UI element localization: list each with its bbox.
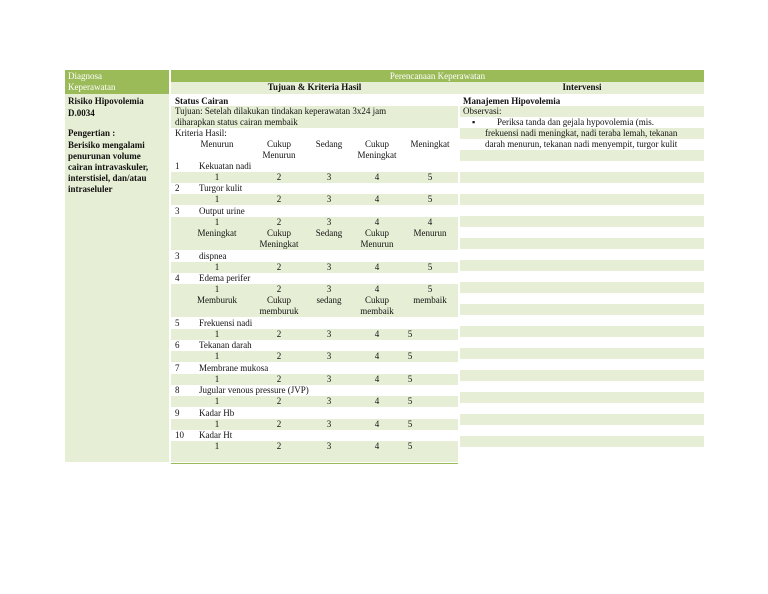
criteria-value: 5 (407, 396, 413, 406)
criteria-value: 1 (214, 172, 220, 182)
intervensi-band (460, 260, 704, 271)
criteria-value: 5 (427, 284, 433, 294)
intervensi-band (460, 392, 704, 403)
criteria-value: 3 (326, 262, 332, 272)
scale-label: Sedang (315, 228, 343, 238)
criteria-value: 4 (374, 374, 380, 384)
criteria-value: 2 (276, 351, 282, 361)
bullet-icon: ▪ (472, 117, 476, 127)
criteria-value: 2 (276, 396, 282, 406)
scale-label: Meningkat (197, 228, 237, 238)
criteria-value: 3 (326, 419, 332, 429)
criteria-number: 6 (175, 340, 180, 350)
intervensi-band (460, 238, 704, 249)
scale-label: Meningkat (410, 139, 450, 149)
criteria-value: 2 (276, 262, 282, 272)
criteria-value: 4 (374, 284, 380, 294)
scale-label: membaik (360, 306, 394, 316)
criteria-value: 2 (276, 194, 282, 204)
header-intervensi: Intervensi (562, 82, 602, 92)
pengertian-line: intraseluler (68, 184, 113, 194)
criteria-value: 5 (407, 351, 413, 361)
scale-label: Cukup (266, 228, 291, 238)
scale-label: Meningkat (357, 150, 397, 160)
scale-label: Menurun (262, 150, 296, 160)
intervensi-title: Manajemen Hipovolemia (463, 96, 561, 106)
pengertian-label: Pengertian : (68, 128, 116, 138)
criteria-value: 2 (276, 217, 282, 227)
intervensi-band (460, 150, 704, 161)
intervensi-band (460, 370, 704, 381)
intervensi-band (460, 172, 704, 183)
scale-label: Menurun (413, 228, 447, 238)
status-cairan: Status Cairan (175, 96, 229, 106)
criteria-value: 5 (427, 262, 433, 272)
scale-label: Cukup (364, 295, 389, 305)
bottom-band (171, 452, 458, 462)
scale-label: membaik (413, 295, 447, 305)
criteria-value: 2 (276, 329, 282, 339)
header-diagnosa-line2: Keperawatan (68, 82, 116, 92)
criteria-number: 2 (175, 183, 180, 193)
diagnosa-title: Risiko Hipovolemia (68, 96, 144, 106)
criteria-value: 4 (374, 262, 380, 272)
scale-label: Cukup (266, 295, 291, 305)
intervensi-band (460, 304, 704, 315)
intervensi-line: darah menurun, tekanan nadi menyempit, turgor kulit (485, 139, 678, 149)
scale-label: Memburuk (197, 295, 237, 305)
criteria-value: 3 (326, 284, 332, 294)
criteria-value: 2 (276, 441, 282, 451)
intervensi-line: frekuensi nadi meningkat, nadi teraba lemah, tekanan (485, 128, 678, 138)
criteria-label: Frekuensi nadi (199, 318, 253, 328)
observasi-label: Observasi: (463, 106, 502, 116)
criteria-value: 1 (214, 284, 220, 294)
scale-label: Sedang (315, 139, 343, 149)
criteria-value: 1 (214, 351, 220, 361)
criteria-value: 5 (407, 374, 413, 384)
criteria-value: 1 (214, 419, 220, 429)
criteria-value: 3 (326, 351, 332, 361)
criteria-label: Kekuatan nadi (199, 161, 252, 171)
intervensi-band (460, 194, 704, 205)
criteria-value: 4 (374, 194, 380, 204)
criteria-value: 5 (427, 194, 433, 204)
criteria-label: Edema perifer (199, 273, 251, 283)
criteria-label: Jugular venous pressure (JVP) (199, 385, 309, 395)
header-perencanaan: Perencanaan Keperawatan (171, 71, 704, 82)
criteria-label: Tekanan darah (199, 340, 252, 350)
criteria-value: 4 (374, 217, 380, 227)
criteria-value: 4 (374, 329, 380, 339)
criteria-value: 3 (326, 194, 332, 204)
criteria-value: 1 (214, 329, 220, 339)
tujuan-line2: diharapkan status cairan membaik (175, 117, 298, 127)
criteria-label: Output urine (199, 206, 245, 216)
criteria-value: 3 (326, 217, 332, 227)
criteria-value: 3 (326, 441, 332, 451)
scale-label: Meningkat (259, 239, 299, 249)
criteria-number: 3 (175, 251, 180, 261)
criteria-value: 1 (214, 396, 220, 406)
criteria-value: 1 (214, 217, 220, 227)
intervensi-band (460, 414, 704, 425)
tujuan-line1: Tujuan: Setelah dilakukan tindakan keperawatan 3x24 jam (175, 106, 387, 116)
criteria-value: 5 (427, 172, 433, 182)
criteria-number: 10 (175, 430, 184, 440)
criteria-value: 5 (407, 419, 413, 429)
pengertian-line: Berisiko mengalami (68, 140, 145, 150)
criteria-number: 9 (175, 408, 180, 418)
criteria-number: 4 (175, 273, 180, 283)
criteria-number: 7 (175, 363, 180, 373)
header-diagnosa-line1: Diagnosa (68, 71, 102, 81)
scale-label: Menurun (200, 139, 234, 149)
kriteria-label: Kriteria Hasil: (175, 128, 227, 138)
criteria-label: Turgor kulit (199, 183, 243, 193)
intervensi-band (460, 326, 704, 337)
criteria-value: 2 (276, 374, 282, 384)
criteria-label: Kadar Hb (199, 408, 235, 418)
pengertian-line: cairan intravaskuler, (68, 162, 149, 172)
criteria-value: 4 (427, 217, 433, 227)
intervensi-band (460, 348, 704, 359)
criteria-value: 2 (276, 419, 282, 429)
scale-label: Cukup (364, 228, 389, 238)
criteria-number: 5 (175, 318, 180, 328)
criteria-label: Membrane mukosa (199, 363, 269, 373)
criteria-value: 4 (374, 172, 380, 182)
diagnosa-code: D.0034 (68, 108, 95, 118)
scale-label: Cukup (266, 139, 291, 149)
criteria-label: dispnea (199, 251, 227, 261)
scale-label: Cukup (364, 139, 389, 149)
criteria-value: 1 (214, 194, 220, 204)
pengertian-line: penurunan volume (68, 151, 141, 161)
intervensi-band (460, 216, 704, 227)
intervensi-band (460, 436, 704, 447)
scale-label: sedang (316, 295, 342, 305)
criteria-value: 4 (374, 419, 380, 429)
intervensi-band (460, 282, 704, 293)
header-tujuan: Tujuan & Kriteria Hasil (267, 82, 362, 92)
scale-label: Menurun (360, 239, 394, 249)
criteria-value: 3 (326, 329, 332, 339)
scale-label: memburuk (259, 306, 299, 316)
criteria-value: 1 (214, 374, 220, 384)
criteria-value: 1 (214, 262, 220, 272)
criteria-value: 4 (374, 441, 380, 451)
intervensi-line: Periksa tanda dan gejala hypovolemia (mis. (497, 117, 654, 127)
criteria-label: Kadar Ht (199, 430, 233, 440)
criteria-value: 3 (326, 374, 332, 384)
criteria-value: 3 (326, 172, 332, 182)
criteria-value: 1 (214, 441, 220, 451)
pengertian-line: interstisiel, dan/atau (68, 173, 147, 183)
criteria-number: 3 (175, 206, 180, 216)
criteria-value: 4 (374, 351, 380, 361)
criteria-value: 5 (407, 441, 413, 451)
bottom-line (171, 463, 458, 464)
criteria-value: 2 (276, 284, 282, 294)
criteria-value: 4 (374, 396, 380, 406)
criteria-number: 8 (175, 385, 180, 395)
criteria-value: 3 (326, 396, 332, 406)
criteria-value: 2 (276, 172, 282, 182)
criteria-number: 1 (175, 161, 180, 171)
criteria-value: 5 (407, 329, 413, 339)
